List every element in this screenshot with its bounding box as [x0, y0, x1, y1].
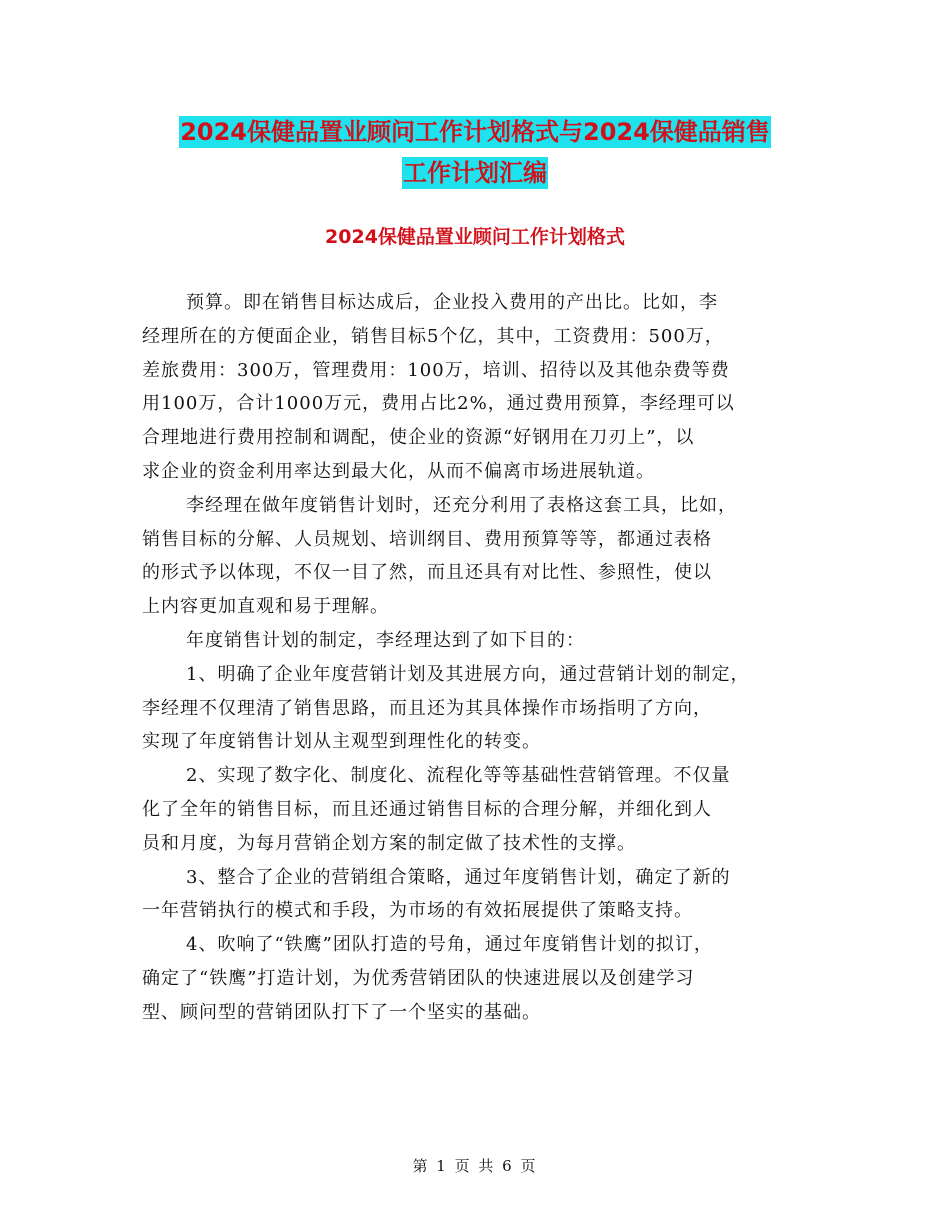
page-footer: 第 1 页 共 6 页 — [412, 1157, 538, 1175]
paragraph-line: 预算。即在销售目标达成后，企业投入费用的产出比。比如，李 — [186, 292, 718, 313]
paragraph — [142, 624, 812, 658]
paragraph-line: 差旅费用：300万，管理费用：100万，培训、招待以及其他杂费等费 — [142, 359, 730, 381]
paragraph-line: 员和月度，为每月营销企划方案的制定做了技术性的支撑。 — [142, 832, 636, 854]
paragraph-line: 化了全年的销售目标，而且还通过销售目标的合理分解，并细化到人 — [142, 798, 712, 820]
paragraph-line: 3、整合了企业的营销组合策略，通过年度销售计划，确定了新的 — [186, 866, 731, 888]
paragraph-line: 型、顾问型的营销团队打下了一个坚实的基础。 — [142, 1001, 541, 1023]
document-title-line-2: 工作计划汇编 — [403, 159, 547, 187]
paragraph-line: 年度销售计划的制定，李经理达到了如下目的： — [186, 629, 585, 651]
paragraph-line: 用100万，合计1000万元，费用占比2%，通过费用预算，李经理可以 — [142, 393, 735, 415]
paragraph-line: 的形式予以体现，不仅一目了然，而且还具有对比性、参照性，使以 — [142, 562, 712, 584]
section-title: 2024保健品置业顾问工作计划格式 — [325, 226, 625, 248]
paragraph — [142, 489, 812, 624]
paragraph-line: 实现了年度销售计划从主观型到理性化的转变。 — [142, 731, 541, 753]
paragraph — [142, 928, 812, 1029]
paragraph-line: 一年营销执行的模式和手段，为市场的有效拓展提供了策略支持。 — [142, 900, 693, 922]
paragraph-line: 4、吹响了“铁鹰”团队打造的号角，通过年度销售计划的拟订， — [186, 934, 713, 956]
paragraph-line: 李经理不仅理清了销售思路，而且还为其具体操作市场指明了方向， — [142, 697, 712, 719]
paragraph — [142, 286, 812, 489]
document-title-line-1: 2024保健品置业顾问工作计划格式与2024保健品销售 — [180, 118, 770, 146]
paragraph — [142, 861, 812, 929]
document-title — [0, 112, 950, 194]
paragraph-line: 上内容更加直观和易于理解。 — [142, 596, 389, 618]
paragraph-line: 1、明确了企业年度营销计划及其进展方向，通过营销计划的制定， — [186, 663, 750, 685]
paragraph-line: 经理所在的方便面企业，销售目标5个亿，其中，工资费用：500万， — [142, 325, 724, 347]
paragraph-line: 确定了“铁鹰”打造计划，为优秀营销团队的快速进展以及创建学习 — [142, 967, 695, 989]
paragraph — [142, 759, 812, 860]
paragraph-line: 销售目标的分解、人员规划、培训纲目、费用预算等等，都通过表格 — [142, 528, 712, 550]
paragraph-line: 合理地进行费用控制和调配，使企业的资源“好钢用在刀刃上”，以 — [142, 427, 695, 449]
paragraph-line: 李经理在做年度销售计划时，还充分利用了表格这套工具，比如， — [186, 494, 737, 516]
paragraph-line: 2、实现了数字化、制度化、流程化等等基础性营销管理。不仅量 — [186, 765, 731, 787]
paragraph — [142, 658, 812, 759]
paragraph-line: 求企业的资金利用率达到最大化，从而不偏离市场进展轨道。 — [142, 460, 655, 482]
document-body — [142, 286, 812, 1030]
